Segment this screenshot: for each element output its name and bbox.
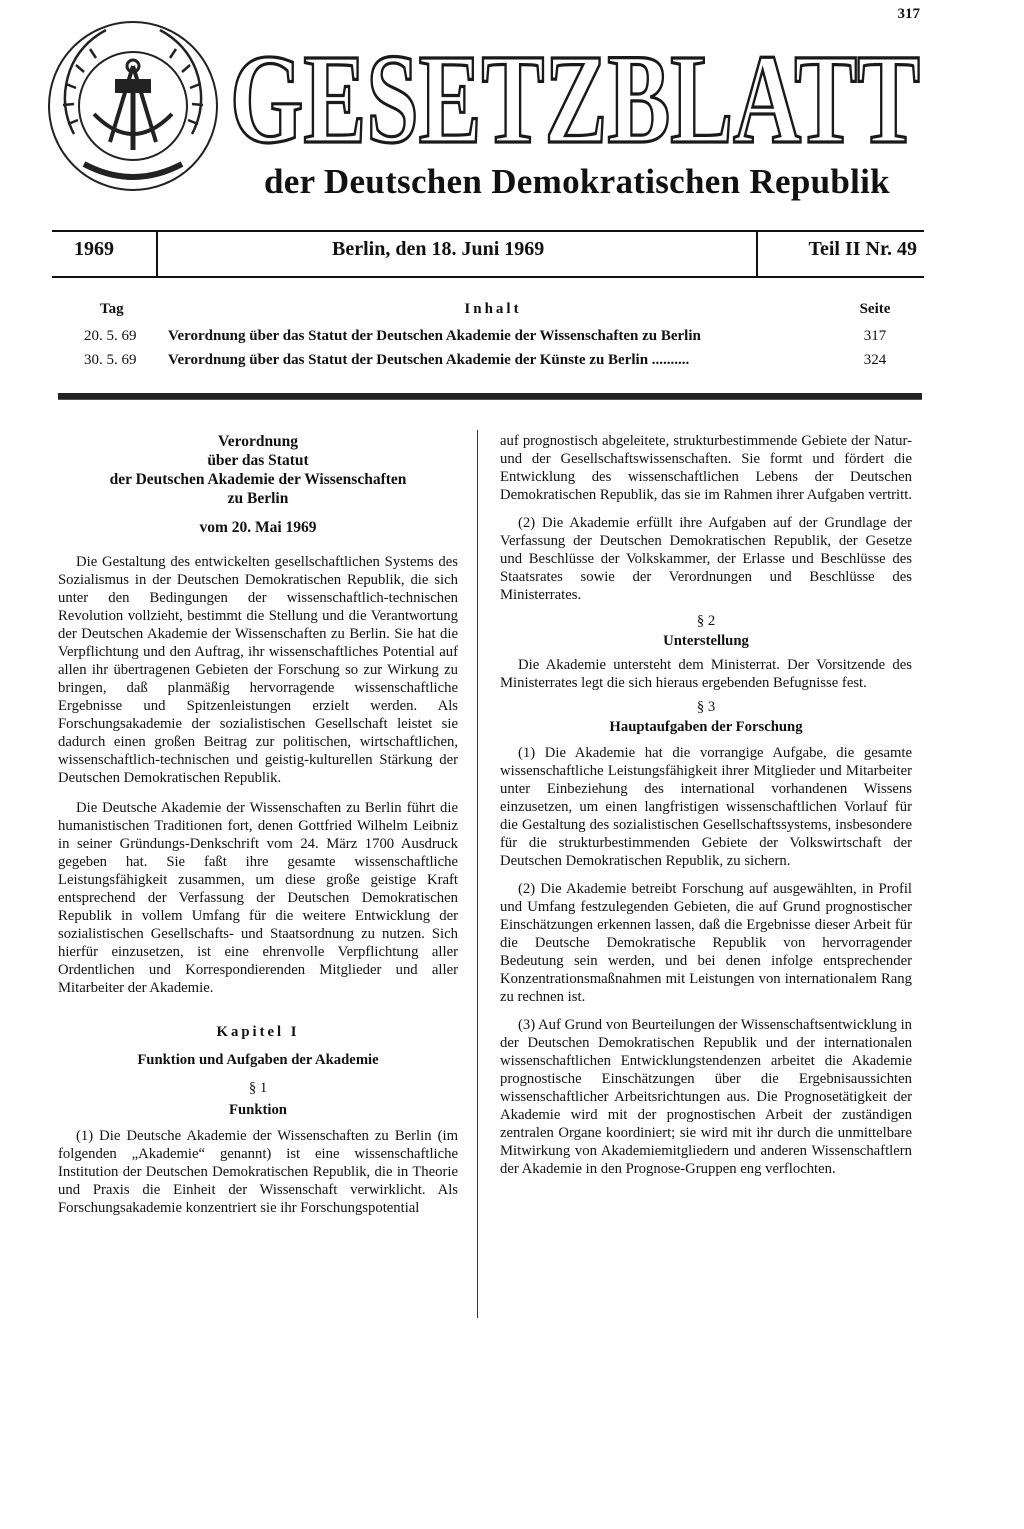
issue-band (52, 230, 924, 278)
article-title-line: Verordnung (217, 433, 299, 450)
masthead-title (228, 30, 922, 158)
section-title: Unterstellung (663, 633, 749, 649)
preamble-paragraph: Die Deutsche Akademie der Wissenschaften zu Berlin führt die humanistischen Traditionen fort, denen Gottfried Wilhelm Leibniz in seiner Gründungs-Denkschrift vom 24. März 1700 Ausdruck gegeben hat. Sie faßt ihre gesamte wissenschaftliche Leistungsfähigkeit zusammen, um diese große geistige Kraft entsprechend der Verfassung der Deutschen Demokratischen Republik in vollem Umfang für die weitere Entwicklung der sozialistischen Gesellschafts- und Staatsordnung zu nutzen. Sich hierfür einzusetzen, ist eine ehrenvolle Verpflichtung aller Ordentlichen und Korrespondierenden Mitglieder und aller Mitarbeiter der Akademie. (58, 800, 458, 996)
section-title: Funktion (229, 1102, 287, 1118)
column-divider (477, 430, 478, 1318)
chapter-heading: Kapitel I (216, 1024, 300, 1040)
band-divider (756, 232, 758, 276)
section-paragraph: (1) Die Deutsche Akademie der Wissenschaften zu Berlin (im folgenden „Akademie“ genannt) ist eine wissenschaftliche Institution der Deutschen Demokratischen Republik, die in Theorie und Praxis die Einheit der Wissenschaft verwirklicht. Als Forschungsakademie konzentriert sie ihr Forschungspotential (58, 1128, 458, 1216)
heavy-rule (58, 393, 922, 400)
page-number: 317 (897, 6, 920, 22)
band-divider (156, 232, 158, 276)
contents-page: 317 (863, 328, 887, 344)
section-paragraph: (1) Die Akademie hat die vorrangige Aufgabe, die gesamte wissenschaftliche Leistungsfähigkeit ihrer Mitglieder und Mitarbeiter unter Einbeziehung des international vorhandenen Wissens einzusetzen, um einen langfristigen wissenschaftlichen Vorlauf für die Gestaltung des sozialistischen Gesellschaftssystems, insbesondere für die strukturbestimmenden Gebiete der Volkswirtschaft der Deutschen Demokratischen Republik, zu sichern. (500, 745, 912, 869)
contents-row (60, 328, 920, 350)
section-number: § 3 (696, 699, 716, 715)
contents-row (60, 352, 920, 374)
state-emblem (44, 14, 222, 198)
masthead-subtitle: der Deutschen Demokratischen Republik (264, 162, 890, 201)
issue-year: 1969 (74, 238, 114, 260)
column-right (500, 432, 912, 1178)
contents-date: 30. 5. 69 (84, 352, 137, 368)
section-paragraph: Die Akademie untersteht dem Ministerrat. Der Vorsitzende des Ministerrates legt die sich hieraus ergebenden Befugnisse fest. (500, 657, 912, 691)
contents-title: Verordnung über das Statut der Deutschen Akademie der Wissenschaften zu Berlin (168, 328, 701, 344)
article-date: vom 20. Mai 1969 (199, 519, 317, 536)
article-title-line: der Deutschen Akademie der Wissenschaften (109, 471, 407, 488)
issue-place-date: Berlin, den 18. Juni 1969 (332, 238, 545, 260)
section-title: Hauptaufgaben der Forschung (609, 719, 803, 735)
masthead-title-text: GESETZBLATT (230, 30, 920, 158)
section-paragraph: (2) Die Akademie betreibt Forschung auf ausgewählten, in Profil und Umfang festzulegenden Gebieten, die auf Grund prognostischer Einschätzungen erkennen lassen, daß die Ergebnisse dieser Arbeit für die Deutsche Demokratische Republik von hervorragender Bedeutung sein werden, und bei denen infolge entsprechender Konzentrationsmaßnahmen mit Leistungen von internationalem Rang zu rechnen ist. (500, 881, 912, 1005)
contents-title: Verordnung über das Statut der Deutschen Akademie der Künste zu Berlin .......... (168, 352, 690, 368)
chapter-title: Funktion und Aufgaben der Akademie (137, 1052, 379, 1068)
hammer-compass-emblem-icon (44, 14, 222, 198)
section-paragraph: (2) Die Akademie erfüllt ihre Aufgaben auf der Grundlage der Verfassung der Deutschen Demokratischen Republik, der Gesetze und Beschlüsse der Volkskammer, der Erlasse und Beschlüsse des Staatsrates sowie der Verordnungen und Beschlüsse des Ministerrates. (500, 515, 912, 603)
section-number: § 1 (248, 1080, 268, 1096)
article-title-line: zu Berlin (227, 490, 289, 507)
section-number: § 2 (696, 613, 716, 629)
section-paragraph: auf prognostisch abgeleitete, strukturbestimmende Gebiete der Natur- und der Gesellschaftswissenschaften. Sie formt und fördert die Entwicklung des wissenschaftlichen Lebens der Deutschen Demokratischen Republik, das sie im Rahmen ihrer Aufgaben vertritt. (500, 433, 912, 503)
contents-page-label: Seite (859, 301, 891, 317)
column-left (58, 432, 458, 1217)
issue-part-number: Teil II Nr. 49 (808, 238, 917, 260)
contents-page: 324 (863, 352, 887, 368)
preamble-paragraph: Die Gestaltung des entwickelten gesellschaftlichen Systems des Sozialismus in der Deutschen Demokratischen Republik, die sich unter den Bedingungen der wissenschaftlich-technischen Revolution vollzieht, bestimmt die Stellung und die Verantwortung der Deutschen Akademie der Wissenschaften zu Berlin. Sie hat die Verpflichtung und den Auftrag, ihr wissenschaftliches Potential auf allen ihr übertragenen Gebieten der Forschung so zur Wirkung zu bringen, daß planmäßig hervorragende wissenschaftliche Ergebnisse und Spitzenleistungen erzielt werden. Als Forschungsakademie der sozialistischen Gesellschaft leistet sie dadurch einen großen Beitrag zur politischen, wirtschaftlichen, wissenschaftlich-technischen und geistig-kulturellen Stärkung der Deutschen Demokratischen Republik. (58, 554, 458, 786)
contents-date: 20. 5. 69 (84, 328, 137, 344)
article-title-line: über das Statut (207, 452, 309, 469)
contents-heading: Inhalt (464, 301, 522, 317)
section-paragraph: (3) Auf Grund von Beurteilungen der Wissenschaftsentwicklung in der Deutschen Demokratischen Republik und der internationalen wissenschaftlichen Entwicklungstendenzen arbeitet die Akademie prognostische Einschätzungen über die Ergebnisaussichten wissenschaftlicher Arbeitsrichtungen aus. Die Prognosetätigkeit der Akademie wird mit der prognostischen Arbeit der zuständigen zentralen Organe koordiniert; sie wird mit ihr durch die unmittelbare Mitwirkung von Akademiemitgliedern und anderen Wissenschaftlern der Akademie in den Prognose-Gruppen eng verflochten. (500, 1017, 912, 1177)
contents-tag-label: Tag (100, 301, 124, 317)
